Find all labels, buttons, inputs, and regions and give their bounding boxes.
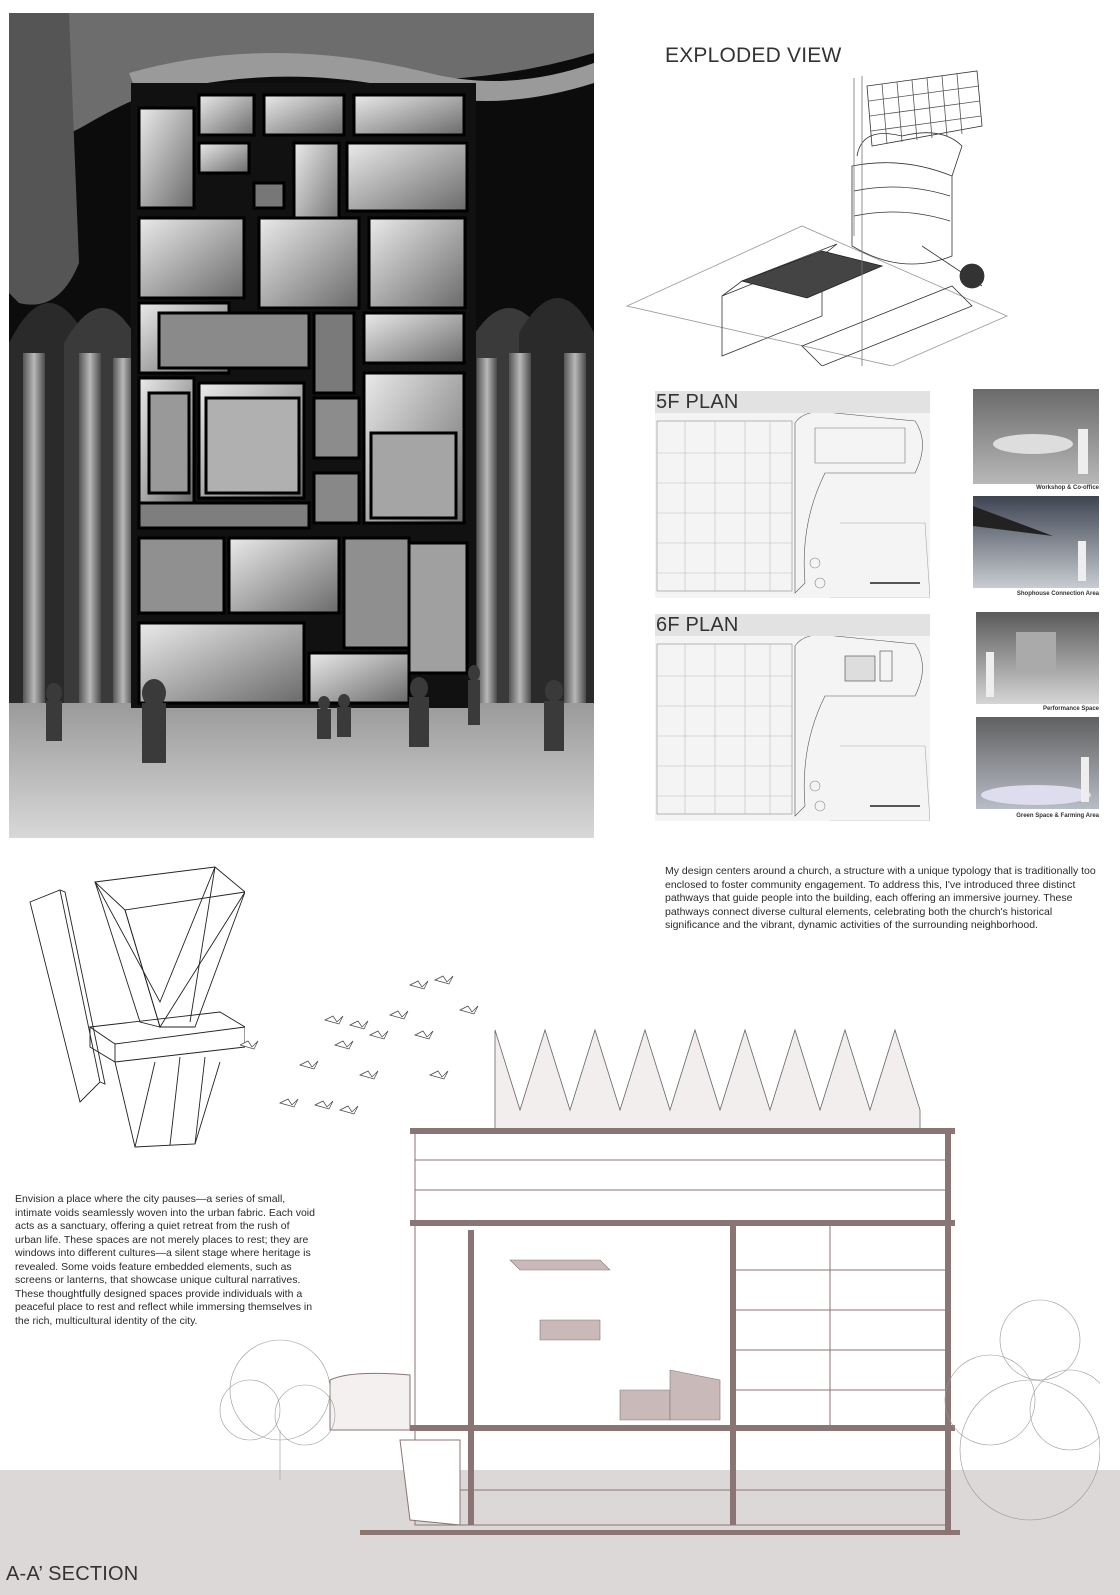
section-drawing <box>210 1020 1100 1545</box>
exploded-view-title: EXPLODED VIEW <box>665 44 842 67</box>
render-workshop <box>973 389 1099 484</box>
plan6-drawing <box>655 636 930 821</box>
hero-collage-image <box>9 13 594 838</box>
render-green-space <box>976 717 1099 809</box>
exploded-view-drawing <box>622 66 1012 366</box>
collage-graphic <box>9 13 594 838</box>
plan6-title: 6F PLAN <box>656 614 739 636</box>
caption-shophouse: Shophouse Connection Area <box>1016 591 1099 597</box>
section-title: A-A’ SECTION <box>6 1563 139 1585</box>
caption-performance: Performance Space <box>1042 706 1099 712</box>
plan5-drawing <box>655 413 930 598</box>
voids-description: Envision a place where the city pauses—a series of small, intimate voids seamlessly woven into the urban fabric. Each void acts as a sanctuary, offering a quiet retreat from the rush of urban life. These spaces are not merely places to rest; they are windows into different cultures—a silent stage where heritage is revealed. Some voids feature embedded elements, such as screens or lanterns, that showcase unique cultural narratives. These thoughtfully designed spaces provide individuals with a peaceful place to rest and reflect while immersing themselves in the rich, multicultural identity of the city. <box>15 1193 315 1327</box>
plan5-title: 5F PLAN <box>656 391 739 413</box>
caption-workshop: Workshop & Co-office <box>1036 485 1099 491</box>
caption-green-space: Green Space & Farming Area <box>1016 813 1099 819</box>
render-performance <box>976 612 1099 704</box>
design-description: My design centers around a church, a structure with a unique typology that is traditionally too enclosed to foster community engagement. To address this, I've introduced three distinct pathways that guide people into the building, each offering an immersive journey. These pathways connect diverse cultural elements, celebrating both the church's historical significance and the vibrant, dynamic activities of the surrounding neighborhood. <box>665 865 1096 931</box>
section-graphic <box>210 1020 1100 1545</box>
render-shophouse <box>973 496 1099 588</box>
